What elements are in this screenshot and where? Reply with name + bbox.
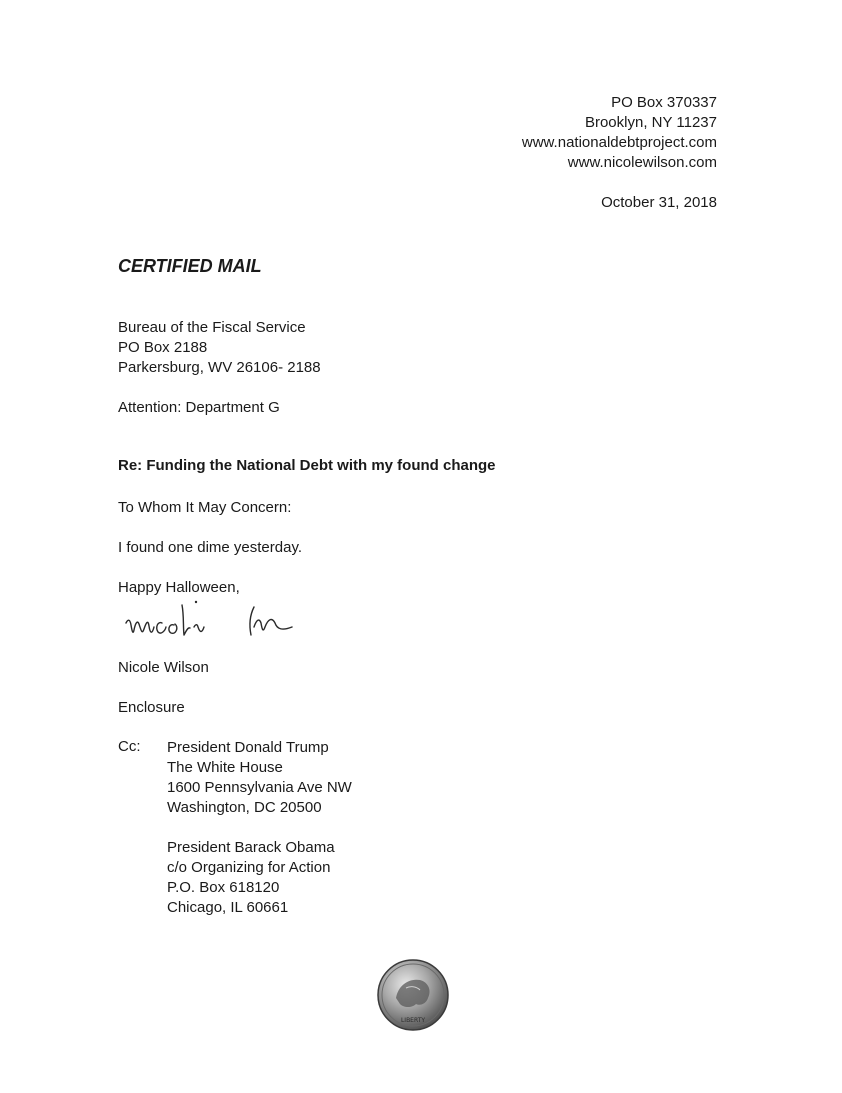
sender-address-line2: Brooklyn, NY 11237	[584, 114, 717, 131]
cc-label: Cc:	[118, 738, 141, 755]
sender-address	[522, 93, 717, 173]
cc-recipient-line2: 1600 Pennsylvania Ave NW	[167, 779, 352, 796]
subject-line: Re: Funding the National Debt with my found change	[118, 457, 496, 474]
cc-recipient-line1: The White House	[167, 759, 283, 776]
letter-date: October 31, 2018	[601, 194, 717, 211]
sender-website-1: www.nationaldebtproject.com	[521, 134, 717, 151]
cc-recipient-2	[167, 838, 335, 918]
sender-address-line1: PO Box 370337	[611, 94, 717, 111]
cc-recipient-line1: c/o Organizing for Action	[167, 859, 331, 876]
closing: Happy Halloween,	[118, 579, 240, 596]
salutation: To Whom It May Concern:	[118, 499, 292, 516]
cc-recipient-line3: Washington, DC 20500	[167, 799, 322, 816]
cc-recipient-1	[167, 738, 352, 818]
dime-coin-image	[376, 958, 450, 1032]
recipient-address-line1: PO Box 2188	[118, 339, 208, 356]
recipient-name: Bureau of the Fiscal Service	[118, 319, 306, 336]
enclosure-note: Enclosure	[118, 699, 185, 716]
letter-body: I found one dime yesterday.	[118, 539, 302, 556]
recipient-address-line2: Parkersburg, WV 26106- 2188	[118, 359, 321, 376]
attention-line: Attention: Department G	[118, 399, 280, 416]
mail-type-heading: CERTIFIED MAIL	[118, 256, 262, 276]
cc-recipient-line3: Chicago, IL 60661	[167, 899, 289, 916]
cc-recipient-line2: P.O. Box 618120	[167, 879, 280, 896]
recipient-address	[118, 318, 321, 378]
sender-website-2: www.nicolewilson.com	[567, 154, 717, 171]
cc-recipient-name: President Donald Trump	[167, 739, 329, 756]
signer-name: Nicole Wilson	[118, 659, 209, 676]
handwritten-signature	[122, 597, 322, 647]
coin-inscription: LIBERTY	[400, 1017, 426, 1024]
cc-recipient-name: President Barack Obama	[167, 839, 335, 856]
